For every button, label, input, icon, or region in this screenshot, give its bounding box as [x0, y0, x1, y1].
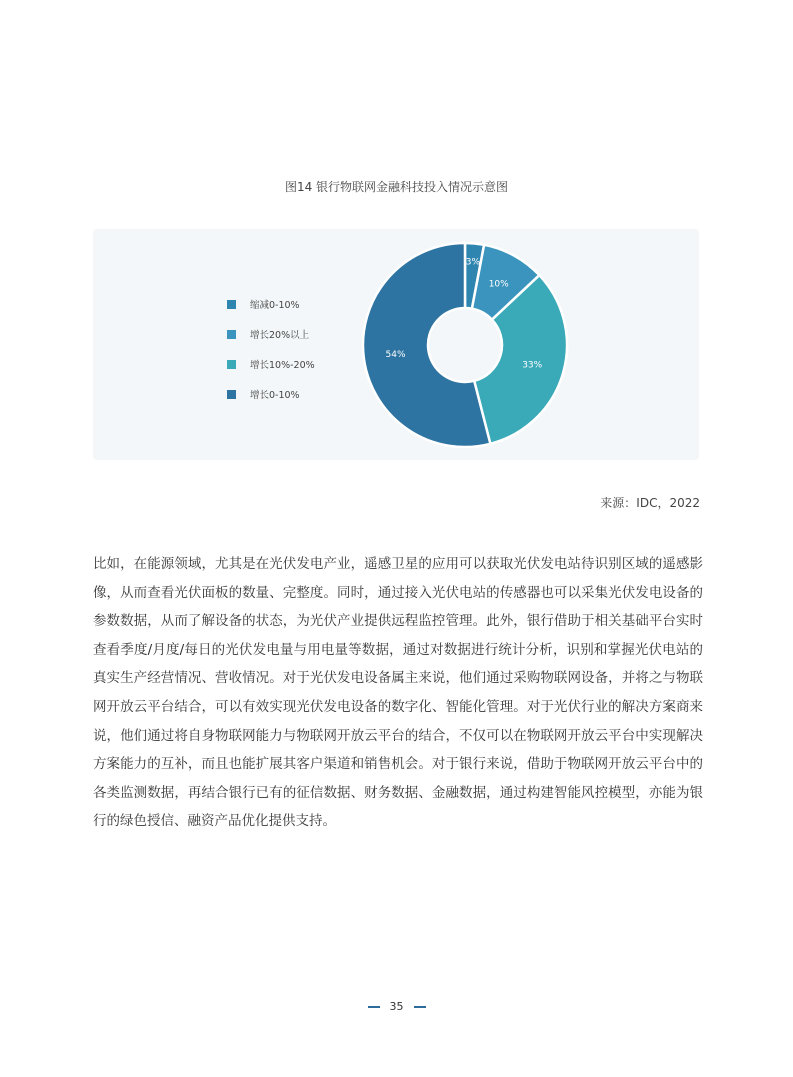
legend-swatch-2: [227, 360, 236, 369]
slice-label-2: 33%: [522, 360, 543, 371]
legend-swatch-3: [227, 390, 236, 399]
legend-label-3: 增长0-10%: [250, 390, 300, 401]
legend-swatch-0: [227, 300, 236, 309]
page-number: 35: [389, 1000, 404, 1013]
legend-item-2: [227, 349, 315, 379]
legend-swatch-1: [227, 330, 236, 339]
slice-label-0: 3%: [465, 257, 481, 268]
figure-title: 图14 银行物联网金融科技投入情况示意图: [284, 180, 509, 194]
legend-label-2: 增长10%-20%: [250, 360, 315, 371]
slice-label-3: 54%: [385, 349, 406, 360]
legend-item-0: [227, 289, 315, 319]
page-footer: [0, 1000, 793, 1013]
footer-dash-right: [414, 1006, 426, 1008]
legend-label-0: 缩减0-10%: [250, 300, 300, 311]
footer-dash-left: [368, 1006, 380, 1008]
source-note: 来源：IDC，2022: [600, 496, 700, 510]
legend-item-1: [227, 319, 315, 349]
legend-item-3: [227, 379, 315, 409]
chart-legend: [227, 289, 315, 409]
body-paragraph: 比如，在能源领域，尤其是在光伏发电产业，遥感卫星的应用可以获取光伏发电站待识别区域的遥感影像，从而查看光伏面板的数量、完整度。同时，通过接入光伏电站的传感器也可以采集光伏发电设备的参数数据，从而了解设备的状态，为光伏产业提供远程监控管理。此外，银行借助于相关基础平台实时查看季度/月度/每日的光伏发电量与用电量等数据，通过对数据进行统计分析，识别和掌握光伏电站的真实生产经营情况、营收情况。对于光伏发电设备属主来说，他们通过采购物联网设备，并将之与物联网开放云平台结合，可以有效实现光伏发电设备的数字化、智能化管理。对于光伏行业的解决方案商来说，他们通过将自身物联网能力与物联网开放云平台的结合，不仅可以在物联网开放云平台中实现解决方案能力的互补，而且也能扩展其客户渠道和销售机会。对于银行来说，借助于物联网开放云平台中的各类监测数据，再结合银行已有的征信数据、财务数据、金融数据，通过构建智能风控模型，亦能为银行的绿色授信、融资产品优化提供支持。: [93, 556, 703, 830]
legend-label-1: 增长20%以上: [250, 330, 310, 341]
donut-chart: [359, 239, 571, 451]
slice-label-1: 10%: [488, 279, 509, 290]
chart-panel: [93, 229, 699, 460]
